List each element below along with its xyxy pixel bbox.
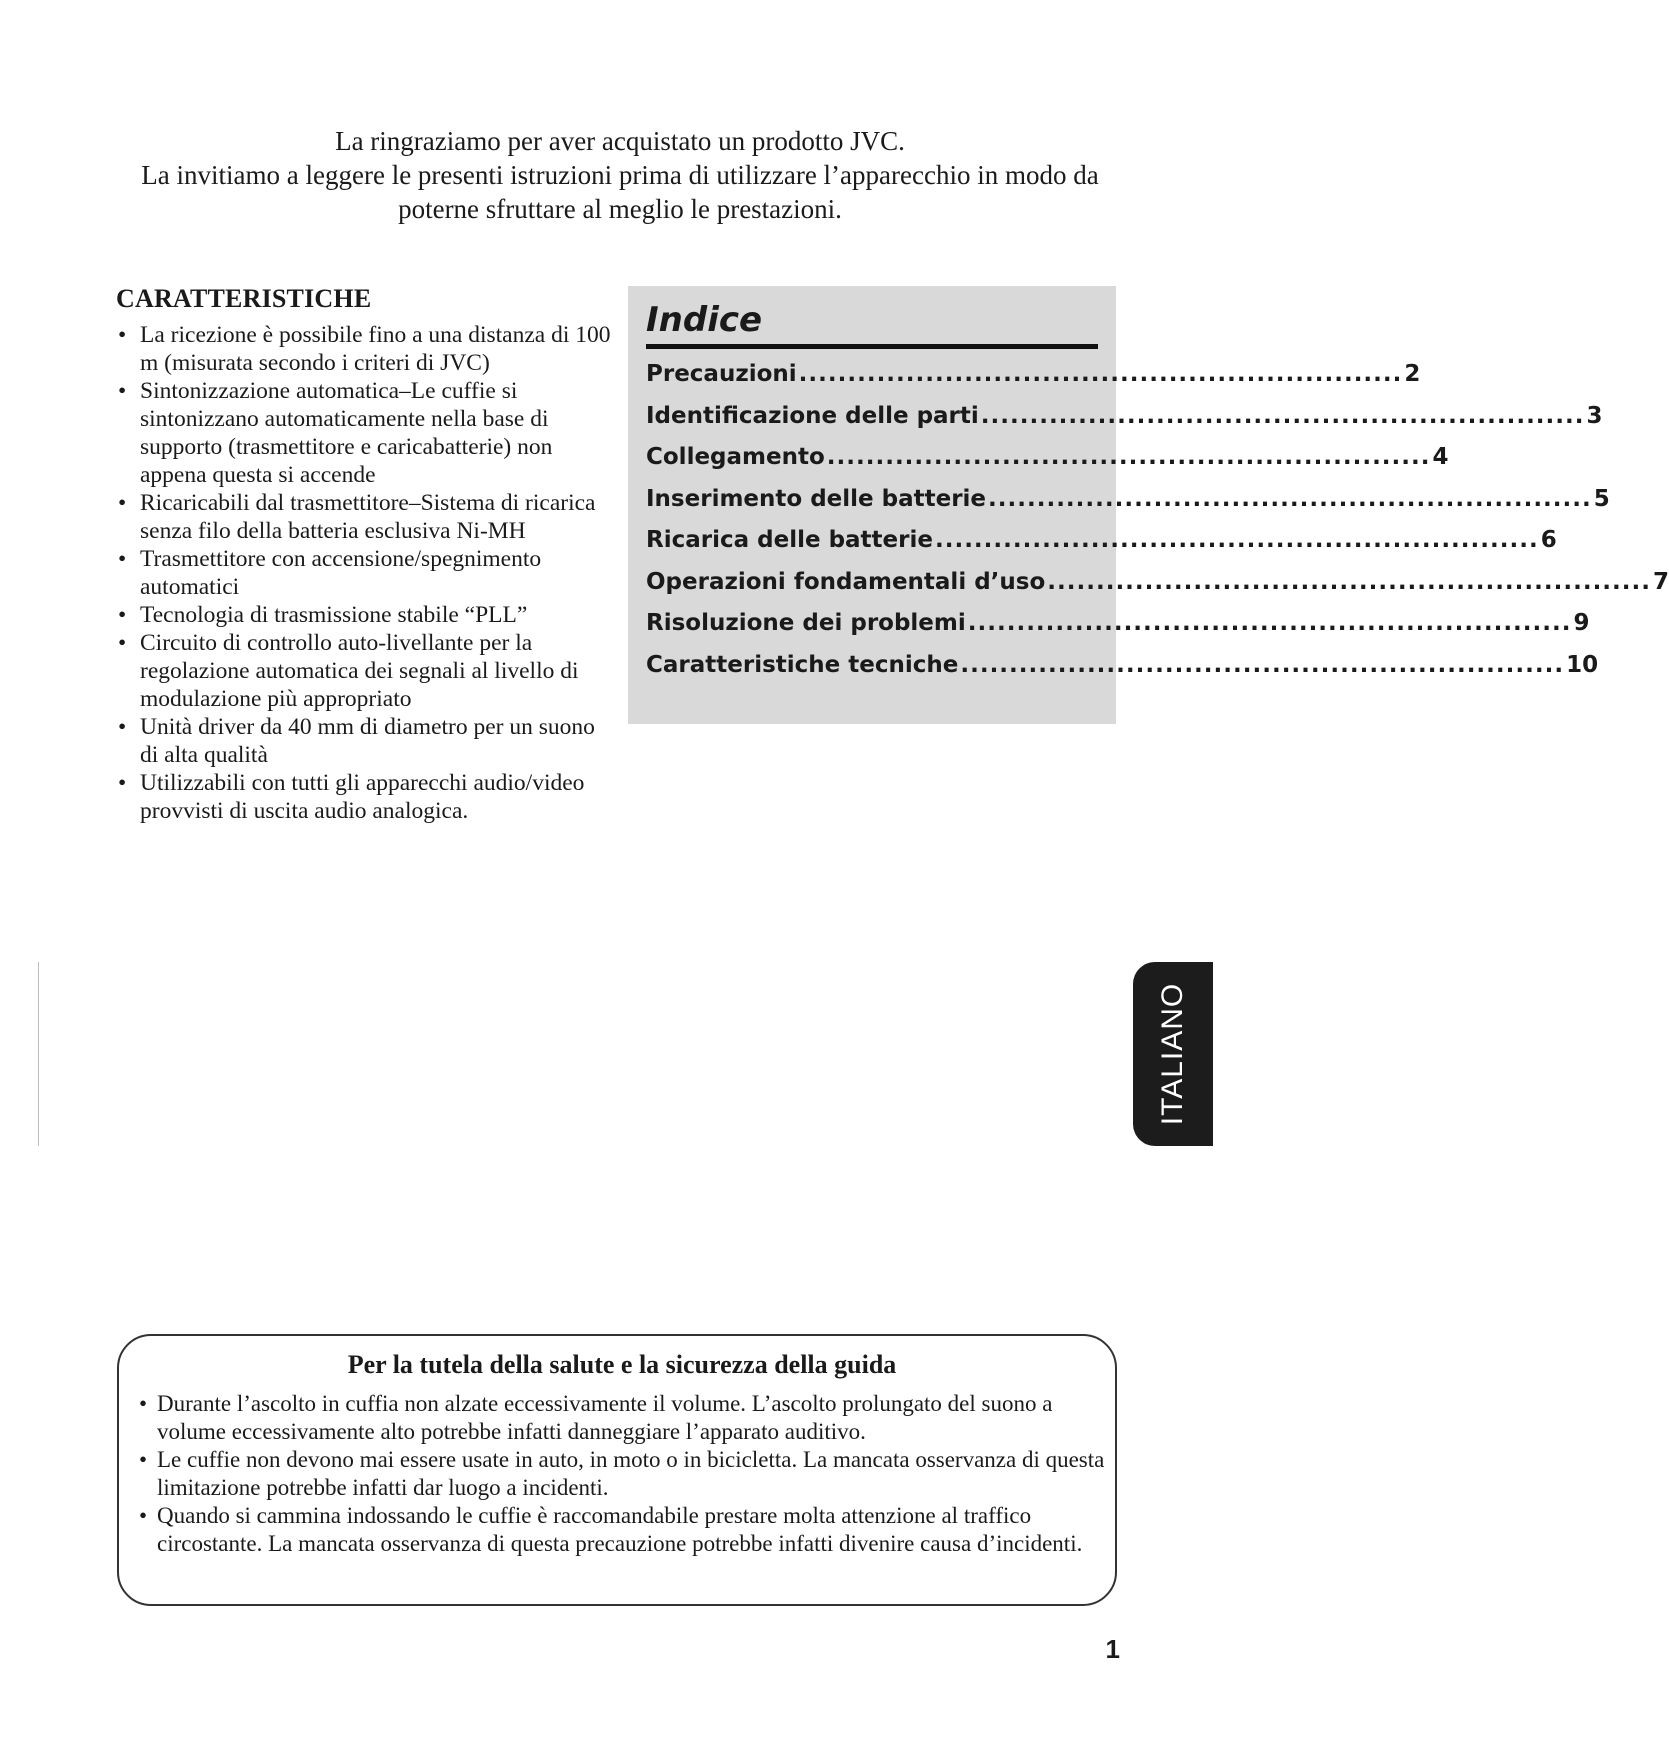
toc-entry-page: 5 [1593,485,1610,512]
feature-item: • Utilizzabili con tutti gli apparecchi audio/video provvisti di uscita audio analogica. [116,769,616,825]
toc-entry[interactable] [646,485,1610,528]
toc-leader-dots: .............................................................. [967,610,1572,636]
intro-line-3: poterne sfruttare al meglio le prestazioni. [398,194,842,224]
feature-item: • Tecnologia di trasmissione stabile “PLL” [116,601,616,629]
feature-item: • Ricaricabili dal trasmettitore–Sistema di ricarica senza filo della batteria esclusiva Ni-MH [116,489,616,545]
margin-rule [38,962,39,1146]
feature-item: • La ricezione è possibile fino a una distanza di 100 m (misurata secondo i criteri di JVC) [116,321,616,377]
toc-title: Indice [646,300,1098,349]
features-section [116,284,616,825]
toc-entry-label: Caratteristiche tecniche [646,651,959,678]
toc-entry-page: 9 [1573,610,1590,636]
toc-leader-dots: .............................................................. [826,444,1431,470]
feature-item: • Trasmettitore con accensione/spegnimento automatici [116,545,616,601]
toc-entry-page: 6 [1540,527,1557,553]
page-number: 1 [1105,1634,1120,1664]
toc-entry-page: 4 [1432,444,1449,470]
features-list [116,321,616,825]
toc-entry-label: Ricarica delle batterie [646,527,933,553]
toc-entry[interactable] [646,651,1599,694]
safety-title: Per la tutela della salute e la sicurezza della guida [347,1350,897,1379]
features-title: CARATTERISTICHE [116,284,372,313]
intro-text [100,124,1140,226]
feature-item: • Sintonizzazione automatica–Le cuffie si sintonizzano automaticamente nella base di supporto (trasmettitore e caricabatterie) non appena questa si accende [116,377,616,489]
toc-leader-dots: .............................................................. [1047,568,1651,595]
toc-entry[interactable] [646,527,1557,569]
toc-entry-page: 10 [1566,651,1599,678]
table-of-contents [628,286,1669,724]
toc-entry-page: 7 [1653,568,1669,595]
toc-leader-dots: .............................................................. [798,361,1403,387]
toc-entry-page: 3 [1586,402,1603,429]
safety-notice-box [117,1334,1117,1606]
toc-entry[interactable] [646,610,1590,652]
safety-item: • Le cuffie non devono mai essere usate in auto, in moto o in bicicletta. La mancata osservanza di questa limitazione potrebbe infatti dar luogo a incidenti. [137,1446,1107,1502]
intro-line-1: La ringraziamo per aver acquistato un prodotto JVC. [335,126,905,156]
toc-entry-label: Collegamento [646,444,825,470]
safety-item: • Durante l’ascolto in cuffia non alzate eccessivamente il volume. L’ascolto prolungato del suono a volume eccessivamente alto potrebbe infatti danneggiare l’apparato auditivo. [137,1390,1107,1446]
toc-entry-label: Risoluzione dei problemi [646,610,966,636]
toc-leader-dots: .............................................................. [934,527,1539,553]
toc-leader-dots: .............................................................. [980,402,1585,429]
toc-entry-page: 2 [1404,361,1421,387]
safety-item: • Quando si cammina indossando le cuffie è raccomandabile prestare molta attenzione al traffico circostante. La mancata osservanza di questa precauzione potrebbe infatti divenire causa d’incidenti. [137,1502,1107,1558]
toc-entry[interactable] [646,444,1449,486]
toc-entry[interactable] [646,568,1669,611]
toc-entry-label: Precauzioni [646,361,797,387]
feature-item: • Unità driver da 40 mm di diametro per un suono di alta qualità [116,713,616,769]
toc-entry-label: Inserimento delle batterie [646,485,987,512]
language-tab [1133,962,1213,1146]
toc-entry[interactable] [646,361,1421,403]
toc-entry[interactable] [646,402,1603,445]
language-tab-label: ITALIANO [1156,982,1190,1126]
intro-line-2: La invitiamo a leggere le presenti istruzioni prima di utilizzare l’apparecchio in modo da [141,160,1099,190]
toc-leader-dots: .............................................................. [960,651,1565,678]
safety-list [137,1390,1107,1558]
toc-entry-label: Operazioni fondamentali d’uso [646,568,1046,595]
toc-leader-dots: .............................................................. [988,485,1592,512]
feature-item: • Circuito di controllo auto-livellante per la regolazione automatica dei segnali al livello di modulazione più appropriato [116,629,616,713]
toc-entry-label: Identificazione delle parti [646,402,979,429]
